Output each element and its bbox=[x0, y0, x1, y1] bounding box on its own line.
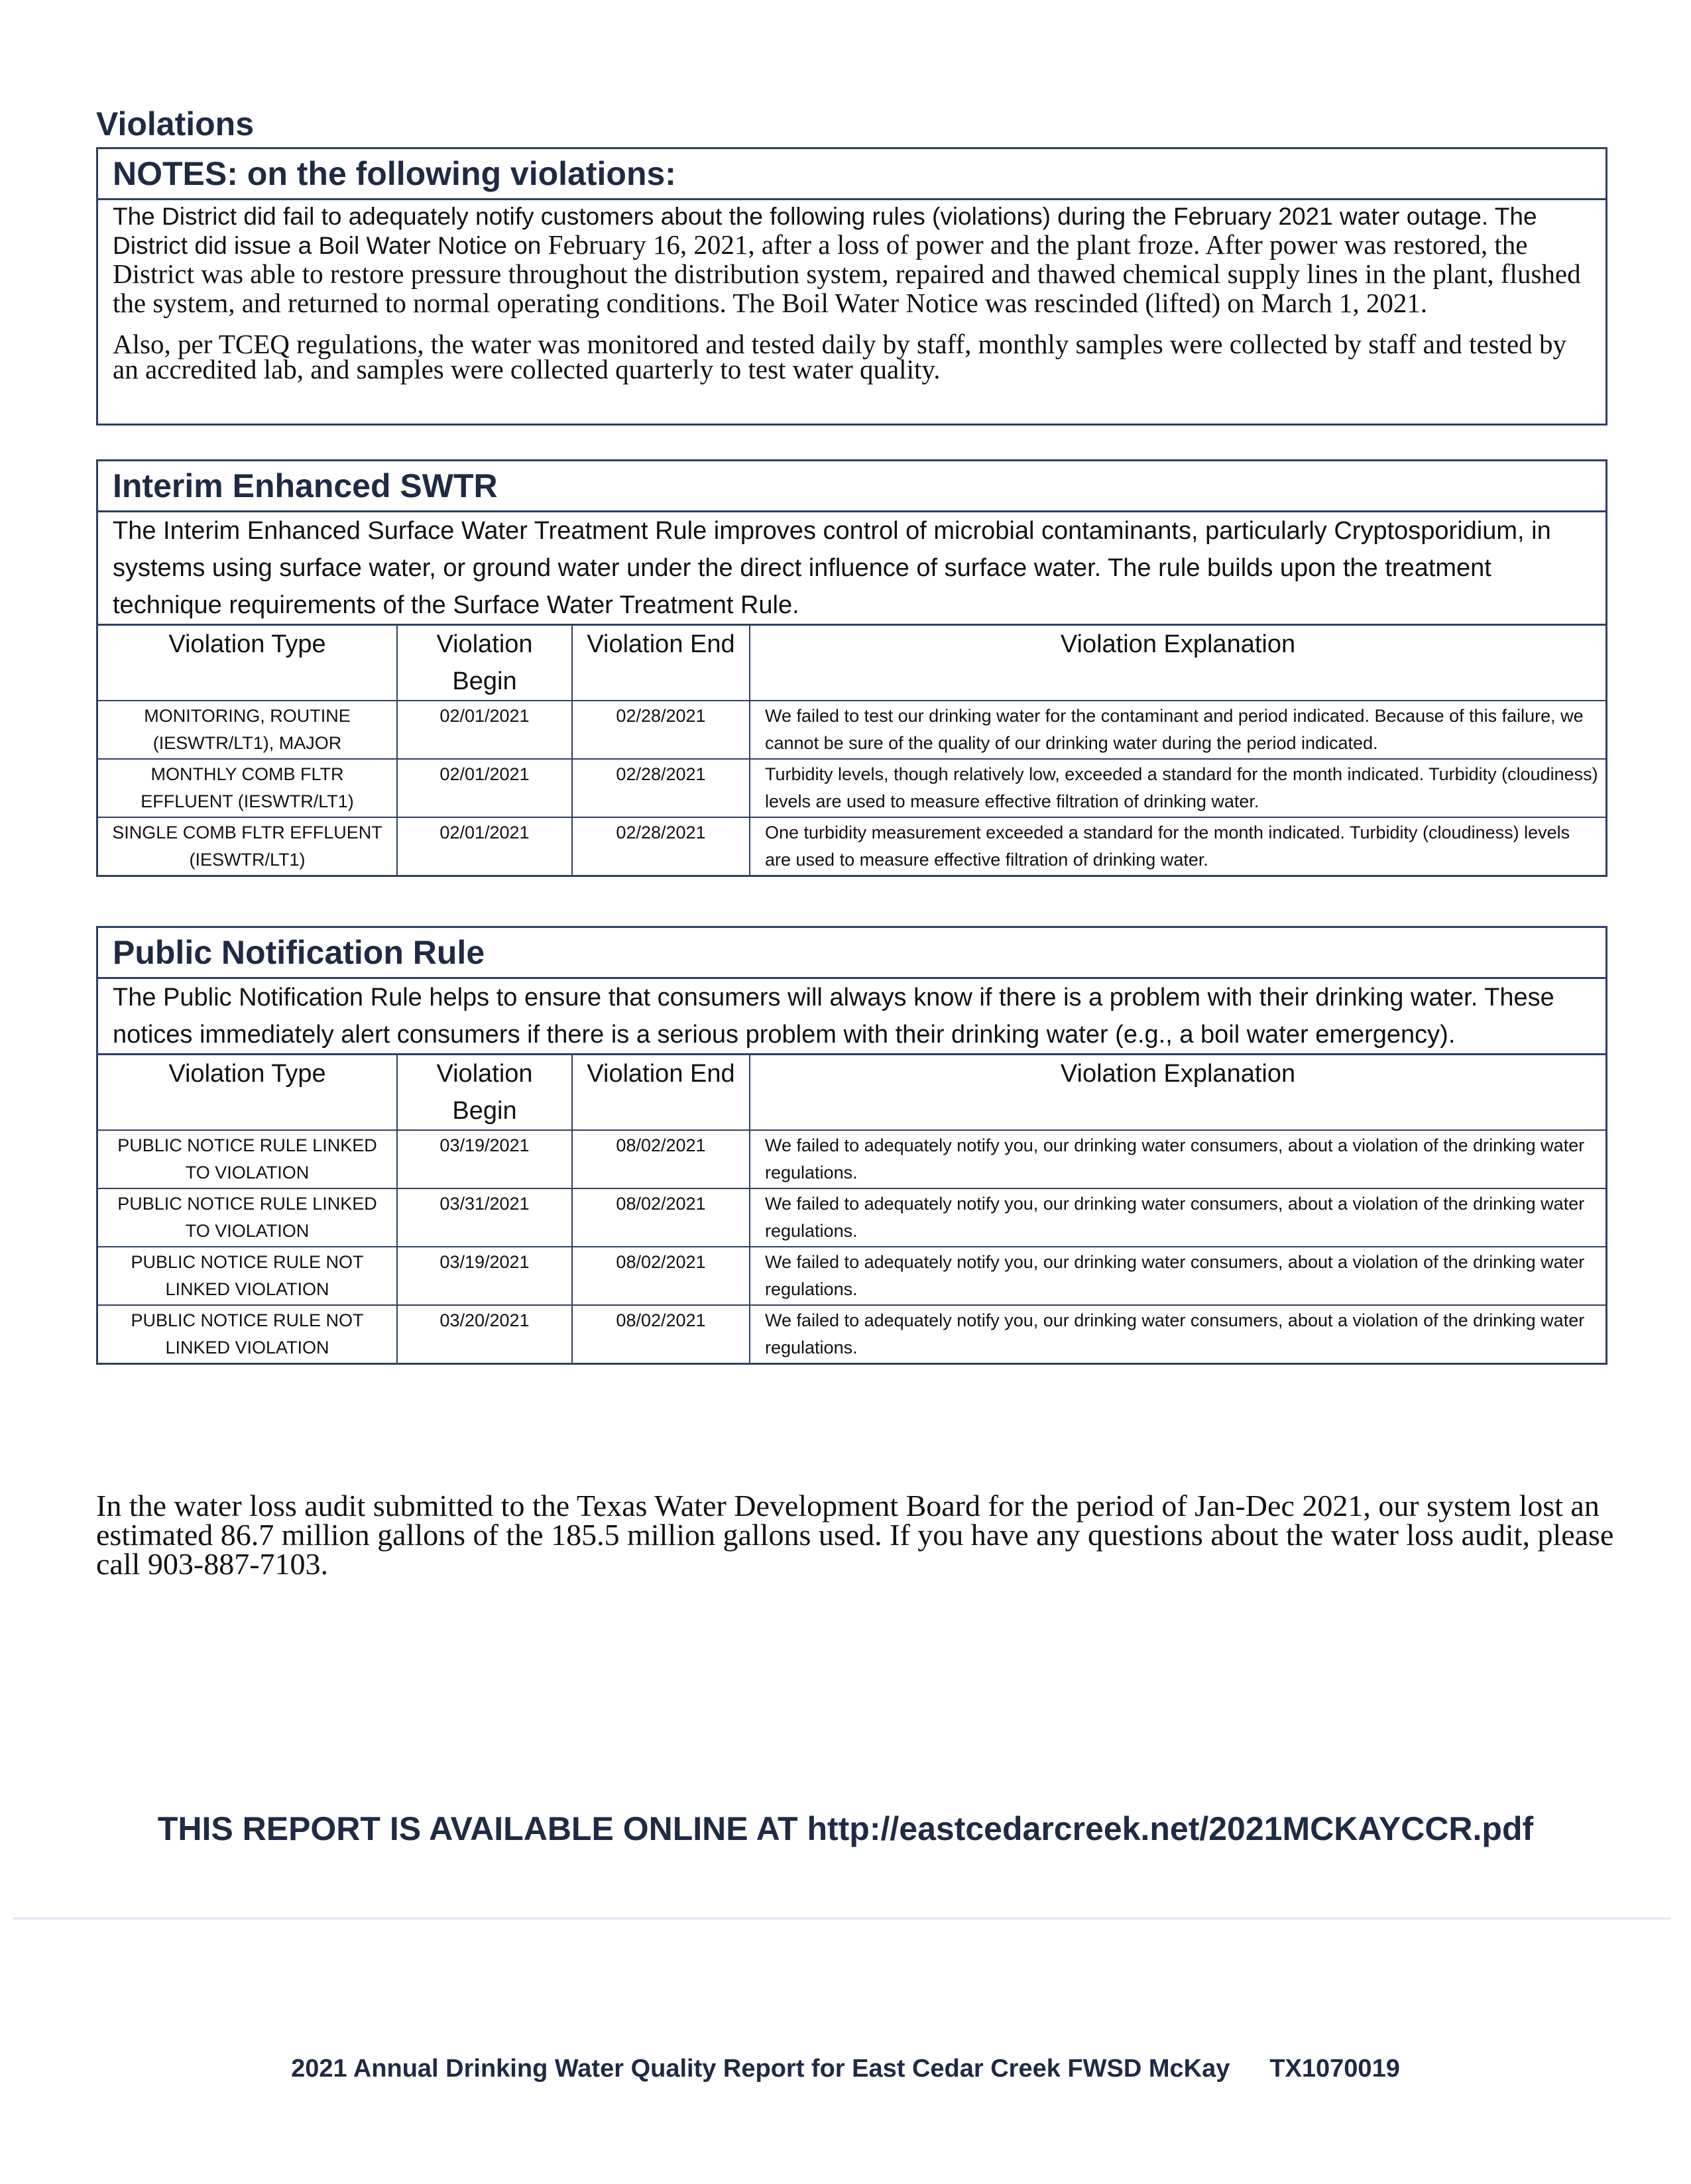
table-row bbox=[98, 1305, 1605, 1363]
table-row bbox=[98, 1188, 1605, 1247]
violation-begin: 03/31/2021 bbox=[397, 1188, 572, 1247]
violation-explanation: We failed to adequately notify you, our drinking water consumers, about a violation of the drinking water regulations. bbox=[750, 1188, 1605, 1247]
page-title: Violations bbox=[96, 105, 255, 143]
header-violation-type: Violation Type bbox=[98, 626, 397, 701]
violation-end: 08/02/2021 bbox=[572, 1247, 750, 1305]
notes-title: NOTES: on the following violations: bbox=[98, 149, 1605, 200]
online-report-notice: THIS REPORT IS AVAILABLE ONLINE AT http://eastcedarcreek.net/2021MCKAYCCR.pdf bbox=[157, 1810, 1534, 1847]
ieswtr-title: Interim Enhanced SWTR bbox=[98, 461, 1605, 512]
table-row bbox=[98, 759, 1605, 817]
table-header-row bbox=[98, 626, 1605, 701]
violation-begin: 02/01/2021 bbox=[397, 701, 572, 759]
pnr-title: Public Notification Rule bbox=[98, 928, 1605, 979]
violation-explanation: One turbidity measurement exceeded a standard for the month indicated. Turbidity (cloudiness) levels are used to measure effective filtration of drinking water. bbox=[750, 817, 1605, 875]
violation-end: 02/28/2021 bbox=[572, 701, 750, 759]
violation-begin: 03/19/2021 bbox=[397, 1130, 572, 1188]
violation-type: MONITORING, ROUTINE (IESWTR/LT1), MAJOR bbox=[98, 701, 397, 759]
violation-explanation: Turbidity levels, though relatively low, exceeded a standard for the month indicated. Turbidity (cloudiness) levels are used to measure effective filtration of drinking water. bbox=[750, 759, 1605, 817]
violation-type: PUBLIC NOTICE RULE LINKED TO VIOLATION bbox=[98, 1188, 397, 1247]
table-row bbox=[98, 1130, 1605, 1188]
ieswtr-description: The Interim Enhanced Surface Water Treatment Rule improves control of microbial contaminants, particularly Cryptosporidium, in systems using surface water, or ground water under the direct influence of surface water. The rule builds upon the treatment technique requirements of the Surface Water Treatment Rule. bbox=[98, 512, 1605, 626]
pnr-violations-table bbox=[98, 1055, 1605, 1363]
violation-type: PUBLIC NOTICE RULE NOT LINKED VIOLATION bbox=[98, 1247, 397, 1305]
header-violation-explanation: Violation Explanation bbox=[750, 1055, 1605, 1130]
violation-type: PUBLIC NOTICE RULE LINKED TO VIOLATION bbox=[98, 1130, 397, 1188]
ieswtr-violations-table bbox=[98, 626, 1605, 875]
violation-explanation: We failed to adequately notify you, our drinking water consumers, about a violation of the drinking water regulations. bbox=[750, 1305, 1605, 1363]
table-row bbox=[98, 817, 1605, 875]
violation-end: 08/02/2021 bbox=[572, 1305, 750, 1363]
violations-notes-box bbox=[96, 147, 1607, 426]
footer-system-id: TX1070019 bbox=[1269, 2055, 1400, 2083]
table-header-row bbox=[98, 1055, 1605, 1130]
violation-begin: 03/19/2021 bbox=[397, 1247, 572, 1305]
table-row bbox=[98, 701, 1605, 759]
footer-report-title: 2021 Annual Drinking Water Quality Report for East Cedar Creek FWSD McKay bbox=[291, 2055, 1230, 2083]
violation-type: MONTHLY COMB FLTR EFFLUENT (IESWTR/LT1) bbox=[98, 759, 397, 817]
violation-explanation: We failed to test our drinking water for the contaminant and period indicated. Because of this failure, we cannot be sure of the quality of our drinking water during the period indicated. bbox=[750, 701, 1605, 759]
pnr-description: The Public Notification Rule helps to ensure that consumers will always know if there is a problem with their drinking water. These notices immediately alert consumers if there is a serious problem with their drinking water (e.g., a boil water emergency). bbox=[98, 979, 1605, 1055]
header-violation-end: Violation End bbox=[572, 1055, 750, 1130]
pnr-section bbox=[96, 926, 1607, 1365]
violation-begin: 02/01/2021 bbox=[397, 759, 572, 817]
notes-paragraph-1-start: The District did fail to adequately notify customers about the following rules (violations) during the February 2021 water outage. The District did issue a Boil Water Notice on bbox=[113, 203, 1537, 259]
violation-end: 02/28/2021 bbox=[572, 817, 750, 875]
violation-end: 02/28/2021 bbox=[572, 759, 750, 817]
header-violation-explanation: Violation Explanation bbox=[750, 626, 1605, 701]
table-row bbox=[98, 1247, 1605, 1305]
notes-paragraph-1-end: February 16, 2021, after a loss of power and the plant froze. After power was restored, the District was able to restore pressure throughout the distribution system, repaired and thawed chemical supply lines in the plant, flushed the system, and returned to normal operating conditions. The Boil Water Notice was rescinded (lifted) on March 1, 2021. bbox=[113, 229, 1581, 318]
page-divider bbox=[13, 1918, 1670, 1920]
header-violation-type: Violation Type bbox=[98, 1055, 397, 1130]
ieswtr-section bbox=[96, 459, 1607, 877]
violation-end: 08/02/2021 bbox=[572, 1188, 750, 1247]
header-violation-begin: Violation Begin bbox=[397, 626, 572, 701]
header-violation-begin: Violation Begin bbox=[397, 1055, 572, 1130]
notes-paragraph-1 bbox=[98, 200, 1605, 318]
notes-paragraph-2: Also, per TCEQ regulations, the water was monitored and tested daily by staff, monthly samples were collected by staff and tested by an accredited lab, and samples were collected quarterly to test water quality. bbox=[113, 329, 1566, 384]
violation-explanation: We failed to adequately notify you, our drinking water consumers, about a violation of the drinking water regulations. bbox=[750, 1130, 1605, 1188]
violation-end: 08/02/2021 bbox=[572, 1130, 750, 1188]
violation-explanation: We failed to adequately notify you, our drinking water consumers, about a violation of the drinking water regulations. bbox=[750, 1247, 1605, 1305]
violation-type: PUBLIC NOTICE RULE NOT LINKED VIOLATION bbox=[98, 1305, 397, 1363]
violation-begin: 03/20/2021 bbox=[397, 1305, 572, 1363]
violation-begin: 02/01/2021 bbox=[397, 817, 572, 875]
page-footer bbox=[0, 2055, 1691, 2083]
water-loss-audit-paragraph: In the water loss audit submitted to the Texas Water Development Board for the period of Jan-Dec 2021, our system lost an estimated 86.7 million gallons of the 185.5 million gallons used. If you have any questions about the water loss audit, please call 903-887-7103. bbox=[96, 1489, 1614, 1581]
header-violation-end: Violation End bbox=[572, 626, 750, 701]
violation-type: SINGLE COMB FLTR EFFLUENT (IESWTR/LT1) bbox=[98, 817, 397, 875]
